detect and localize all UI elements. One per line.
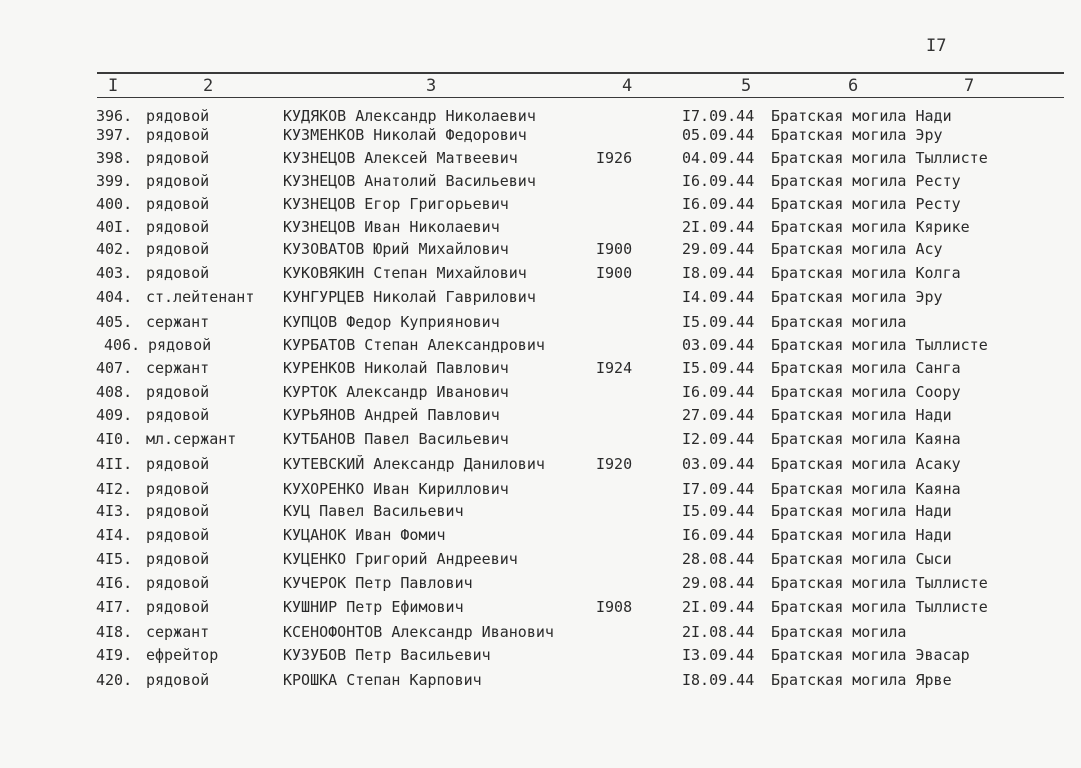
table-row	[0, 218, 1081, 240]
row-date: 2I.08.44	[682, 623, 755, 641]
row-number: 4I2.	[96, 480, 133, 498]
row-name: КУНГУРЦЕВ Николай Гаврилович	[283, 288, 536, 306]
row-burial: Братская могила Тыллисте	[771, 598, 988, 616]
column-header-5: 5	[741, 76, 752, 96]
table-row	[0, 126, 1081, 148]
row-number: 409.	[96, 406, 133, 424]
row-burial: Братская могила Кярике	[771, 218, 970, 236]
row-rank: сержант	[146, 623, 210, 641]
row-year: I908	[596, 598, 633, 616]
row-date: I8.09.44	[682, 264, 755, 282]
row-burial: Братская могила Тыллисте	[771, 574, 988, 592]
page-number: I7	[926, 36, 947, 56]
row-number: 4II.	[96, 455, 133, 473]
row-year: I920	[596, 455, 633, 473]
row-name: КУТЕВСКИЙ Александр Данилович	[283, 455, 545, 473]
row-name: КУПЦОВ Федор Куприянович	[283, 313, 500, 331]
row-number: 4I5.	[96, 550, 133, 568]
header-bottom-rule	[97, 97, 1064, 98]
row-burial: Братская могила Ресту	[771, 195, 961, 213]
row-burial: Братская могила	[771, 623, 907, 641]
row-rank: рядовой	[146, 149, 210, 167]
column-header-1: I	[108, 76, 119, 96]
row-burial: Братская могила Эру	[771, 288, 943, 306]
row-date: 04.09.44	[682, 149, 755, 167]
column-header-4: 4	[622, 76, 633, 96]
table-row	[0, 646, 1081, 668]
column-header-7: 7	[964, 76, 975, 96]
table-row	[0, 313, 1081, 335]
row-date: I5.09.44	[682, 359, 755, 377]
row-rank: рядовой	[146, 107, 210, 125]
row-date: 29.09.44	[682, 240, 755, 258]
row-name: КУЗУБОВ Петр Васильевич	[283, 646, 491, 664]
row-rank: рядовой	[146, 526, 210, 544]
row-name: КУЗНЕЦОВ Анатолий Васильевич	[283, 172, 536, 190]
row-rank: сержант	[146, 313, 210, 331]
row-number: 404.	[96, 288, 133, 306]
row-burial: Братская могила Каяна	[771, 430, 961, 448]
row-burial: Братская могила Тыллисте	[771, 336, 988, 354]
table-row	[0, 288, 1081, 310]
column-header-3: 3	[426, 76, 437, 96]
row-rank: рядовой	[146, 218, 210, 236]
table-row	[0, 149, 1081, 171]
row-rank: рядовой	[146, 126, 210, 144]
row-burial: Братская могила Нади	[771, 406, 952, 424]
row-number: 40I.	[96, 218, 133, 236]
row-date: 2I.09.44	[682, 218, 755, 236]
row-date: I4.09.44	[682, 288, 755, 306]
table-row	[0, 574, 1081, 596]
row-name: КУХОРЕНКО Иван Кириллович	[283, 480, 509, 498]
row-date: 03.09.44	[682, 336, 755, 354]
row-name: КУЦ Павел Васильевич	[283, 502, 464, 520]
row-date: I7.09.44	[682, 107, 755, 125]
row-name: КУЗМЕНКОВ Николай Федорович	[283, 126, 527, 144]
row-date: I8.09.44	[682, 671, 755, 689]
row-rank: рядовой	[146, 671, 210, 689]
row-number: 407.	[96, 359, 133, 377]
row-date: I6.09.44	[682, 383, 755, 401]
table-row	[0, 406, 1081, 428]
row-number: 4I9.	[96, 646, 133, 664]
row-date: 29.08.44	[682, 574, 755, 592]
row-name: КРОШКА Степан Карпович	[283, 671, 482, 689]
row-name: КУЗОВАТОВ Юрий Михайлович	[283, 240, 509, 258]
row-year: I900	[596, 240, 633, 258]
row-burial: Братская могила Сыси	[771, 550, 952, 568]
row-burial: Братская могила Эру	[771, 126, 943, 144]
row-burial: Братская могила Нади	[771, 107, 952, 125]
row-number: 4I3.	[96, 502, 133, 520]
row-rank: рядовой	[146, 240, 210, 258]
table-row	[0, 336, 1081, 358]
row-number: 4I0.	[96, 430, 133, 448]
row-date: 03.09.44	[682, 455, 755, 473]
table-row	[0, 480, 1081, 502]
row-date: I3.09.44	[682, 646, 755, 664]
table-row	[0, 172, 1081, 194]
row-number: 399.	[96, 172, 133, 190]
row-rank: сержант	[146, 359, 210, 377]
row-date: I6.09.44	[682, 195, 755, 213]
table-row	[0, 671, 1081, 693]
row-name: КУТБАНОВ Павел Васильевич	[283, 430, 509, 448]
row-burial: Братская могила Тыллисте	[771, 149, 988, 167]
row-name: КУЗНЕЦОВ Иван Николаевич	[283, 218, 500, 236]
row-name: КУШНИР Петр Ефимович	[283, 598, 464, 616]
row-rank: рядовой	[146, 195, 210, 213]
table-row	[0, 598, 1081, 620]
row-burial: Братская могила	[771, 313, 907, 331]
table-row	[0, 195, 1081, 217]
row-rank: рядовой	[146, 574, 210, 592]
row-number: 408.	[96, 383, 133, 401]
row-burial: Братская могила Каяна	[771, 480, 961, 498]
row-rank: рядовой	[146, 480, 210, 498]
row-number: 420.	[96, 671, 133, 689]
row-burial: Братская могила Ярве	[771, 671, 952, 689]
row-date: 27.09.44	[682, 406, 755, 424]
row-rank: рядовой	[146, 502, 210, 520]
row-burial: Братская могила Колга	[771, 264, 961, 282]
row-burial: Братская могила Ресту	[771, 172, 961, 190]
row-date: 28.08.44	[682, 550, 755, 568]
row-number: 405.	[96, 313, 133, 331]
row-rank: рядовой	[146, 598, 210, 616]
table-row	[0, 526, 1081, 548]
row-burial: Братская могила Эвасар	[771, 646, 970, 664]
row-number: 4I4.	[96, 526, 133, 544]
table-row	[0, 623, 1081, 645]
row-date: I6.09.44	[682, 172, 755, 190]
row-name: КУКОВЯКИН Степан Михайлович	[283, 264, 527, 282]
row-burial: Братская могила Асу	[771, 240, 943, 258]
row-year: I900	[596, 264, 633, 282]
row-rank: рядовой	[146, 383, 210, 401]
row-date: 2I.09.44	[682, 598, 755, 616]
row-rank: рядовой	[146, 406, 210, 424]
row-number: 406.	[104, 336, 141, 354]
row-year: I926	[596, 149, 633, 167]
table-row	[0, 455, 1081, 477]
table-row	[0, 502, 1081, 524]
table-row	[0, 240, 1081, 262]
row-number: 398.	[96, 149, 133, 167]
row-number: 403.	[96, 264, 133, 282]
row-year: I924	[596, 359, 633, 377]
row-number: 397.	[96, 126, 133, 144]
row-burial: Братская могила Соору	[771, 383, 961, 401]
row-date: I7.09.44	[682, 480, 755, 498]
column-header-2: 2	[203, 76, 214, 96]
row-name: КУЦЕНКО Григорий Андреевич	[283, 550, 518, 568]
table-row	[0, 550, 1081, 572]
row-rank: рядовой	[146, 172, 210, 190]
row-burial: Братская могила Асаку	[771, 455, 961, 473]
row-name: КУЦАНОК Иван Фомич	[283, 526, 446, 544]
row-name: КУРБАТОВ Степан Александрович	[283, 336, 545, 354]
row-name: КУРЬЯНОВ Андрей Павлович	[283, 406, 500, 424]
header-top-rule	[97, 72, 1064, 74]
row-rank: рядовой	[146, 455, 210, 473]
row-burial: Братская могила Нади	[771, 526, 952, 544]
row-number: 4I8.	[96, 623, 133, 641]
row-date: 05.09.44	[682, 126, 755, 144]
table-row	[0, 359, 1081, 381]
row-burial: Братская могила Санга	[771, 359, 961, 377]
row-rank: рядовой	[148, 336, 212, 354]
row-number: 402.	[96, 240, 133, 258]
row-date: I6.09.44	[682, 526, 755, 544]
row-name: КУРТОК Александр Иванович	[283, 383, 509, 401]
row-number: 396.	[96, 107, 133, 125]
table-row	[0, 264, 1081, 286]
row-name: КУРЕНКОВ Николай Павлович	[283, 359, 509, 377]
row-name: КУЗНЕЦОВ Алексей Матвеевич	[283, 149, 518, 167]
row-rank: ст.лейтенант	[146, 288, 255, 306]
row-burial: Братская могила Нади	[771, 502, 952, 520]
row-rank: рядовой	[146, 550, 210, 568]
row-number: 4I6.	[96, 574, 133, 592]
row-date: I5.09.44	[682, 313, 755, 331]
table-row	[0, 383, 1081, 405]
row-name: КСЕНОФОНТОВ Александр Иванович	[283, 623, 554, 641]
table-row	[0, 430, 1081, 452]
row-number: 4I7.	[96, 598, 133, 616]
row-date: I2.09.44	[682, 430, 755, 448]
column-header-6: 6	[848, 76, 859, 96]
row-name: КУДЯКОВ Александр Николаевич	[283, 107, 536, 125]
row-rank: ефрейтор	[146, 646, 219, 664]
row-name: КУЧЕРОК Петр Павлович	[283, 574, 473, 592]
row-number: 400.	[96, 195, 133, 213]
row-rank: рядовой	[146, 264, 210, 282]
row-date: I5.09.44	[682, 502, 755, 520]
row-rank: мл.сержант	[146, 430, 237, 448]
row-name: КУЗНЕЦОВ Егор Григорьевич	[283, 195, 509, 213]
